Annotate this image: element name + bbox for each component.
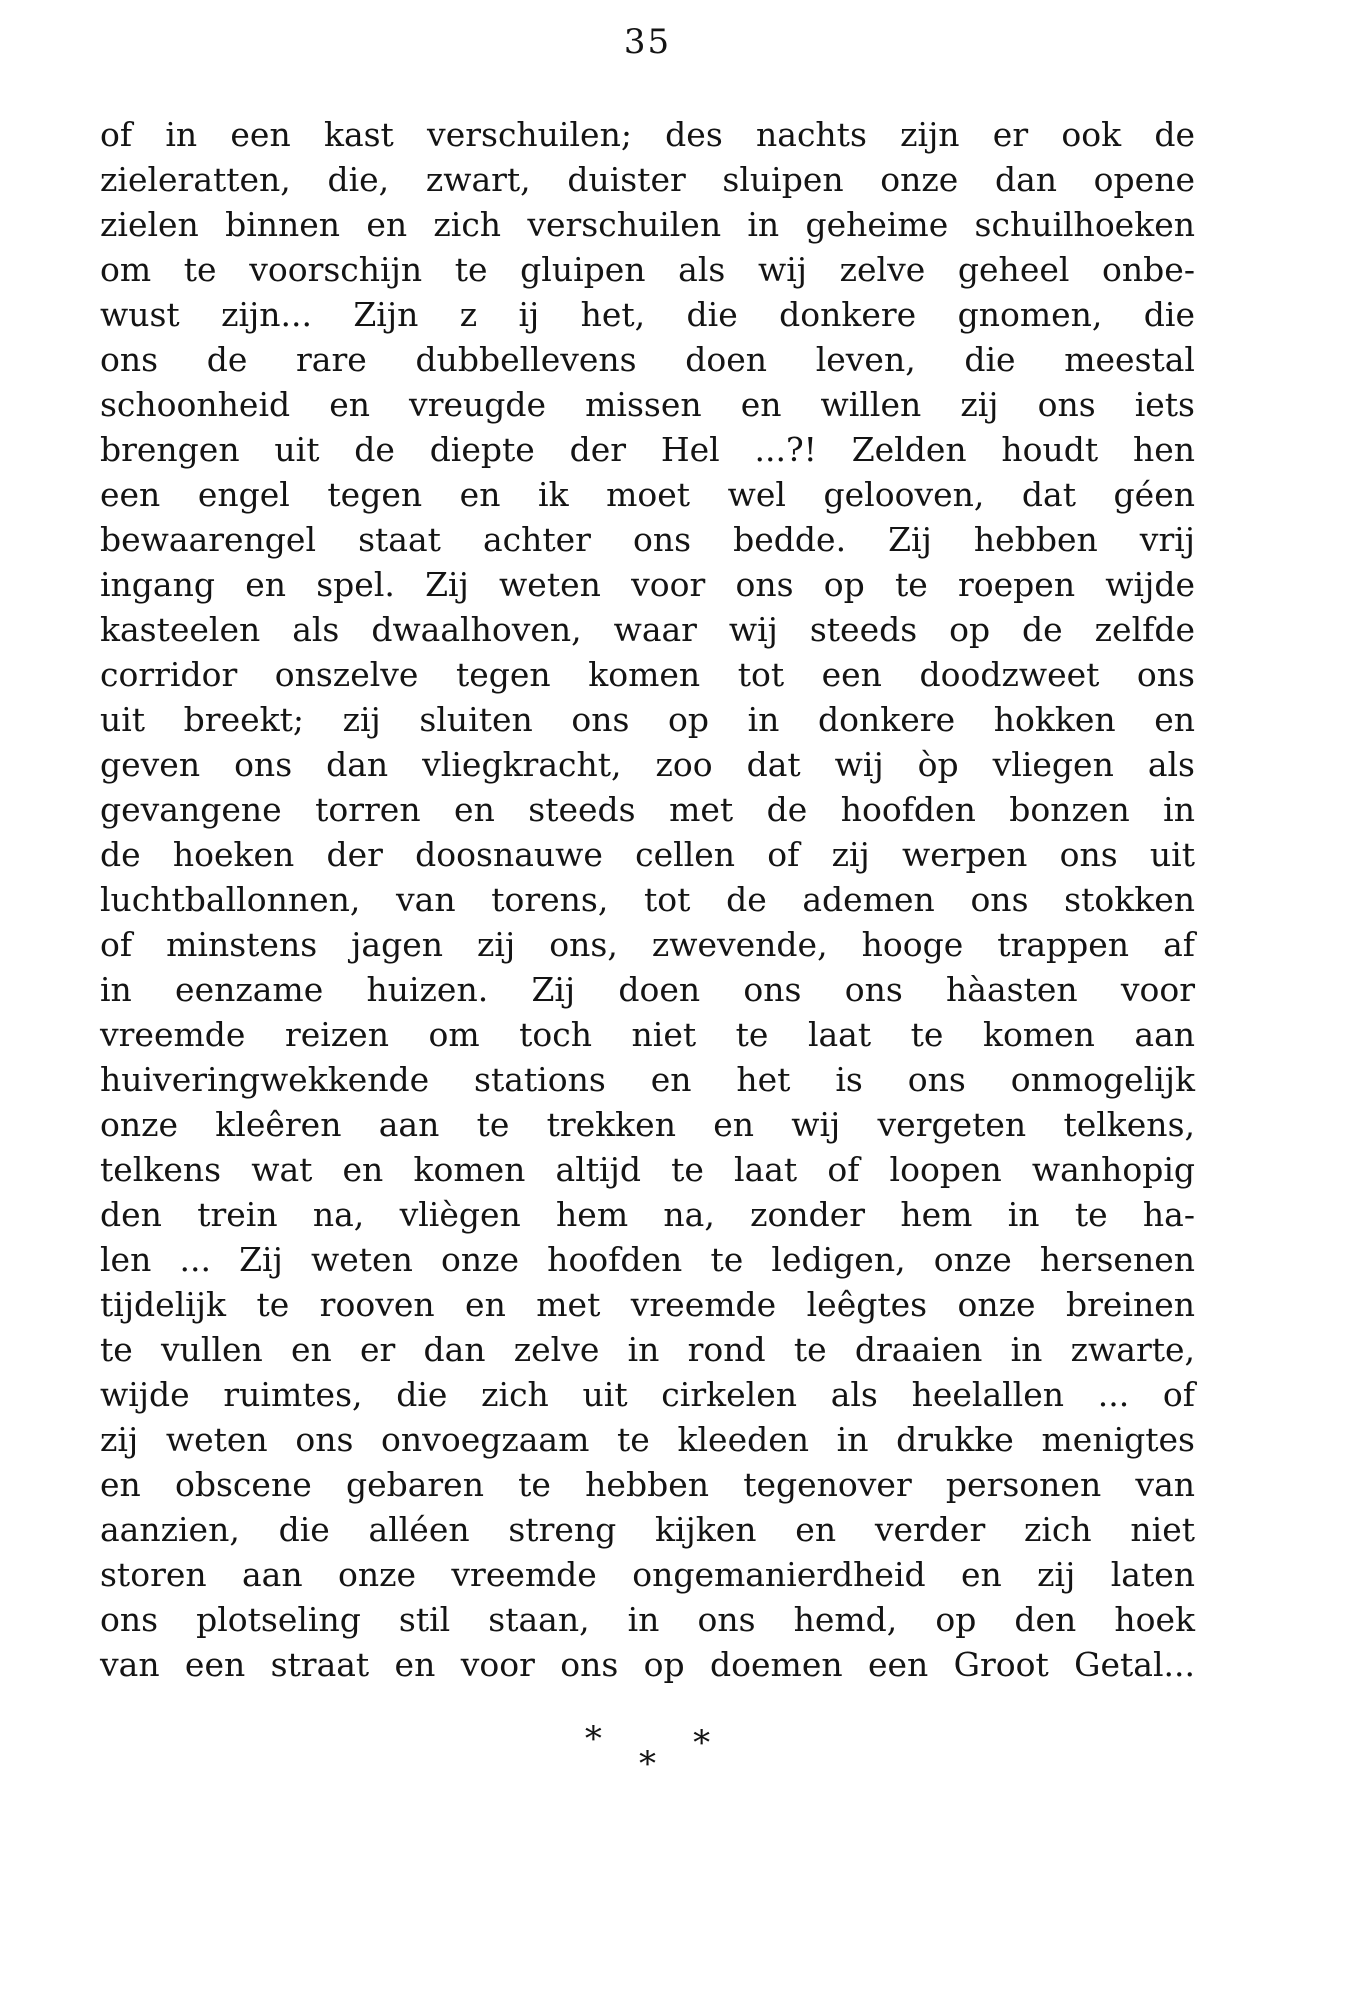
text-line: van een straat en voor ons op doemen een Groot Getal... (100, 1645, 1195, 1684)
text-line: gevangene torren en steeds met de hoofden bonzen in (100, 790, 1195, 829)
page-number: 35 (623, 22, 672, 62)
text-line: ingang en spel. Zij weten voor ons op te roepen wijde (100, 565, 1195, 604)
text-line: schoonheid en vreugde missen en willen zij ons iets (100, 385, 1195, 424)
text-line: of minstens jagen zij ons, zwevende, hooge trappen af (100, 925, 1195, 964)
text-line: luchtballonnen, van torens, tot de ademen ons stokken (100, 880, 1195, 919)
text-line: brengen uit de diepte der Hel ...?! Zelden houdt hen (100, 430, 1195, 469)
text-line: huiveringwekkende stations en het is ons onmogelijk (100, 1060, 1195, 1099)
text-line: zieleratten, die, zwart, duister sluipen onze dan opene (100, 160, 1195, 199)
text-line: corridor onszelve tegen komen tot een doodzweet ons (100, 655, 1195, 694)
text-line: storen aan onze vreemde ongemanierdheid en zij laten (100, 1555, 1195, 1594)
asterisk-glyph: * (693, 1723, 711, 1763)
text-line: of in een kast verschuilen; des nachts zijn er ook de (100, 115, 1195, 154)
text-line: de hoeken der doosnauwe cellen of zij werpen ons uit (100, 835, 1195, 874)
text-line: in eenzame huizen. Zij doen ons ons hàasten voor (100, 970, 1195, 1009)
text-line: ons de rare dubbellevens doen leven, die meestal (100, 340, 1195, 379)
text-line: tijdelijk te rooven en met vreemde leêgtes onze breinen (100, 1285, 1195, 1324)
text-line: wijde ruimtes, die zich uit cirkelen als heelallen ... of (100, 1375, 1195, 1414)
text-line: onze kleêren aan te trekken en wij vergeten telkens, (100, 1105, 1195, 1144)
text-line: vreemde reizen om toch niet te laat te komen aan (100, 1015, 1195, 1054)
asterisk-glyph: * (584, 1719, 602, 1759)
body-text (100, 112, 1195, 1687)
asterism-divider (100, 1719, 1195, 1792)
text-line: aanzien, die alléen streng kijken en verder zich niet (100, 1510, 1195, 1549)
text-line: bewaarengel staat achter ons bedde. Zij hebben vrij (100, 520, 1195, 559)
text-line: wust zijn... Zijn z ij het, die donkere gnomen, die (100, 295, 1195, 334)
text-line: geven ons dan vliegkracht, zoo dat wij òp vliegen als (100, 745, 1195, 784)
text-line: ons plotseling stil staan, in ons hemd, op den hoek (100, 1600, 1195, 1639)
text-line: zielen binnen en zich verschuilen in geheime schuilhoeken (100, 205, 1195, 244)
text-line: om te voorschijn te gluipen als wij zelve geheel onbe- (100, 250, 1195, 289)
text-line: een engel tegen en ik moet wel gelooven, dat géen (100, 475, 1195, 514)
text-line: den trein na, vliègen hem na, zonder hem in te ha- (100, 1195, 1195, 1234)
text-line: en obscene gebaren te hebben tegenover personen van (100, 1465, 1195, 1504)
text-line: telkens wat en komen altijd te laat of loopen wanhopig (100, 1150, 1195, 1189)
text-line: kasteelen als dwaalhoven, waar wij steeds op de zelfde (100, 610, 1195, 649)
asterisk-glyph: * (639, 1744, 656, 1784)
text-line: uit breekt; zij sluiten ons op in donkere hokken en (100, 700, 1195, 739)
text-line: te vullen en er dan zelve in rond te draaien in zwarte, (100, 1330, 1195, 1369)
text-line: len ... Zij weten onze hoofden te ledigen, onze hersenen (100, 1240, 1195, 1279)
text-line: zij weten ons onvoegzaam te kleeden in drukke menigtes (100, 1420, 1195, 1459)
